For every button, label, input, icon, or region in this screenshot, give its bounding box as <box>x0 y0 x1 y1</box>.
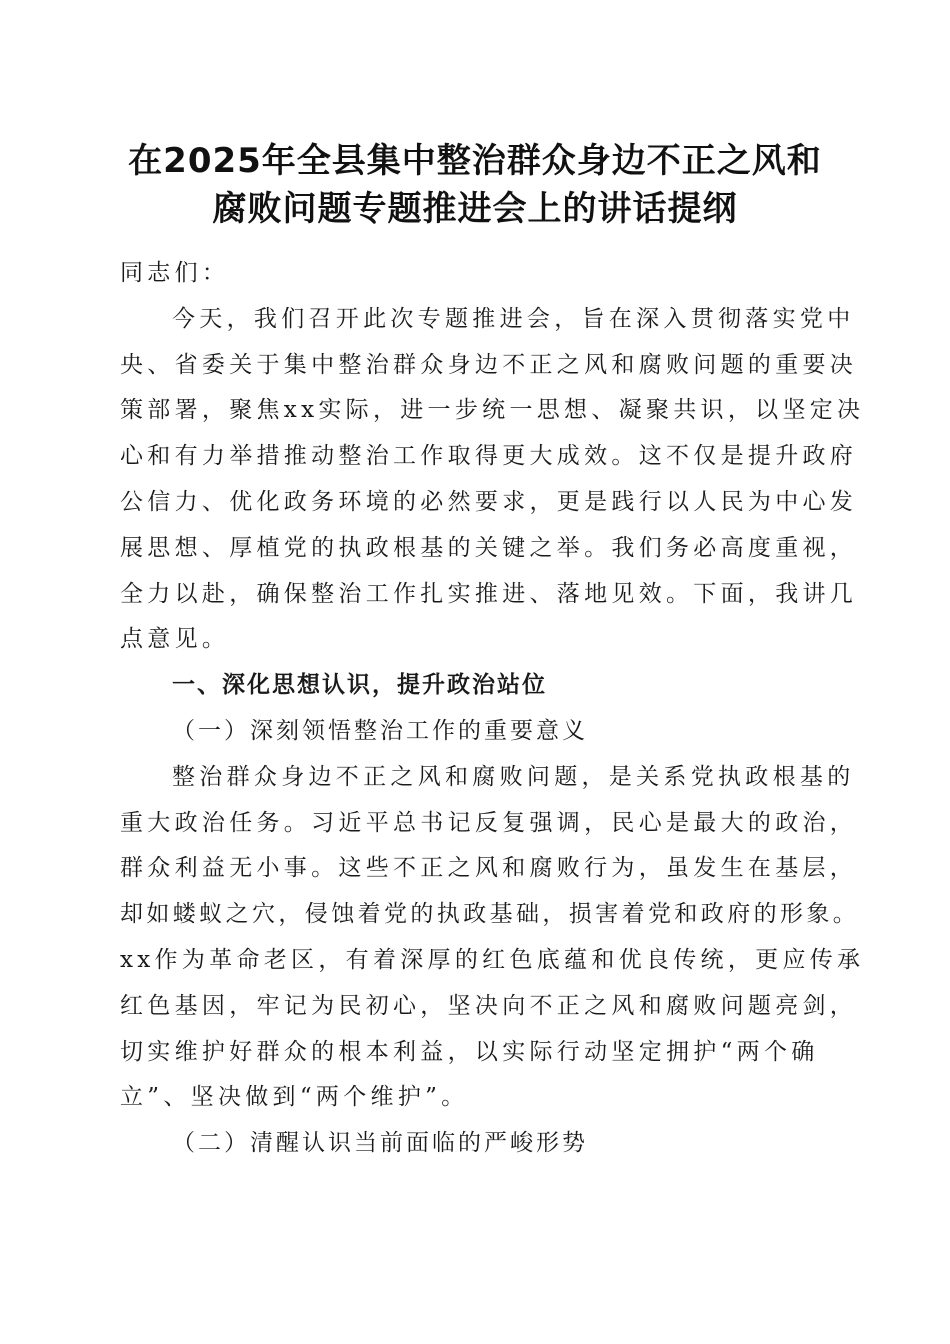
title-line-1: 在2025年全县集中整治群众身边不正之风和 <box>128 141 822 181</box>
section-heading-1: 一、深化思想认识，提升政治站位 <box>172 672 547 699</box>
sub1-line: xx作为革命老区，有着深厚的红色底蕴和优良传统，更应传承 <box>120 946 865 973</box>
sub1-line: 整治群众身边不正之风和腐败问题，是关系党执政根基的 <box>172 763 855 790</box>
sub1-line: 红色基因，牢记为民初心，坚决向不正之风和腐败问题亮剑， <box>120 992 858 1019</box>
intro-line: 点意见。 <box>120 626 230 653</box>
document-title <box>100 137 850 233</box>
document-body <box>120 251 865 1167</box>
intro-line: 全力以赴，确保整治工作扎实推进、落地见效。下面，我讲几 <box>120 580 858 607</box>
intro-line: 展思想、厚植党的执政根基的关键之举。我们务必高度重视， <box>120 534 858 561</box>
intro-line: 策部署，聚焦xx实际，进一步统一思想、凝聚共识，以坚定决 <box>120 397 865 424</box>
sub1-line: 立”、坚决做到“两个维护”。 <box>120 1084 469 1111</box>
subsection-heading-2: （二）清醒认识当前面临的严峻形势 <box>172 1130 588 1157</box>
title-line-2: 腐败问题专题推进会上的讲话提纲 <box>212 189 738 229</box>
intro-line: 公信力、优化政务环境的必然要求，更是践行以人民为中心发 <box>120 488 858 515</box>
subsection-heading-1: （一）深刻领悟整治工作的重要意义 <box>172 717 588 744</box>
sub1-line: 切实维护好群众的根本利益，以实际行动坚定拥护“两个确 <box>120 1038 819 1065</box>
intro-line: 今天，我们召开此次专题推进会，旨在深入贯彻落实党中 <box>172 305 855 332</box>
salutation: 同志们： <box>120 260 230 286</box>
sub1-line: 却如蝼蚁之穴，侵蚀着党的执政基础，损害着党和政府的形象。 <box>120 901 860 928</box>
sub1-line: 群众利益无小事。这些不正之风和腐败行为，虽发生在基层， <box>120 855 858 882</box>
intro-line: 心和有力举措推动整治工作取得更大成效。这不仅是提升政府 <box>120 443 858 470</box>
intro-line: 央、省委关于集中整治群众身边不正之风和腐败问题的重要决 <box>120 351 858 378</box>
sub1-line: 重大政治任务。习近平总书记反复强调，民心是最大的政治， <box>120 809 858 836</box>
